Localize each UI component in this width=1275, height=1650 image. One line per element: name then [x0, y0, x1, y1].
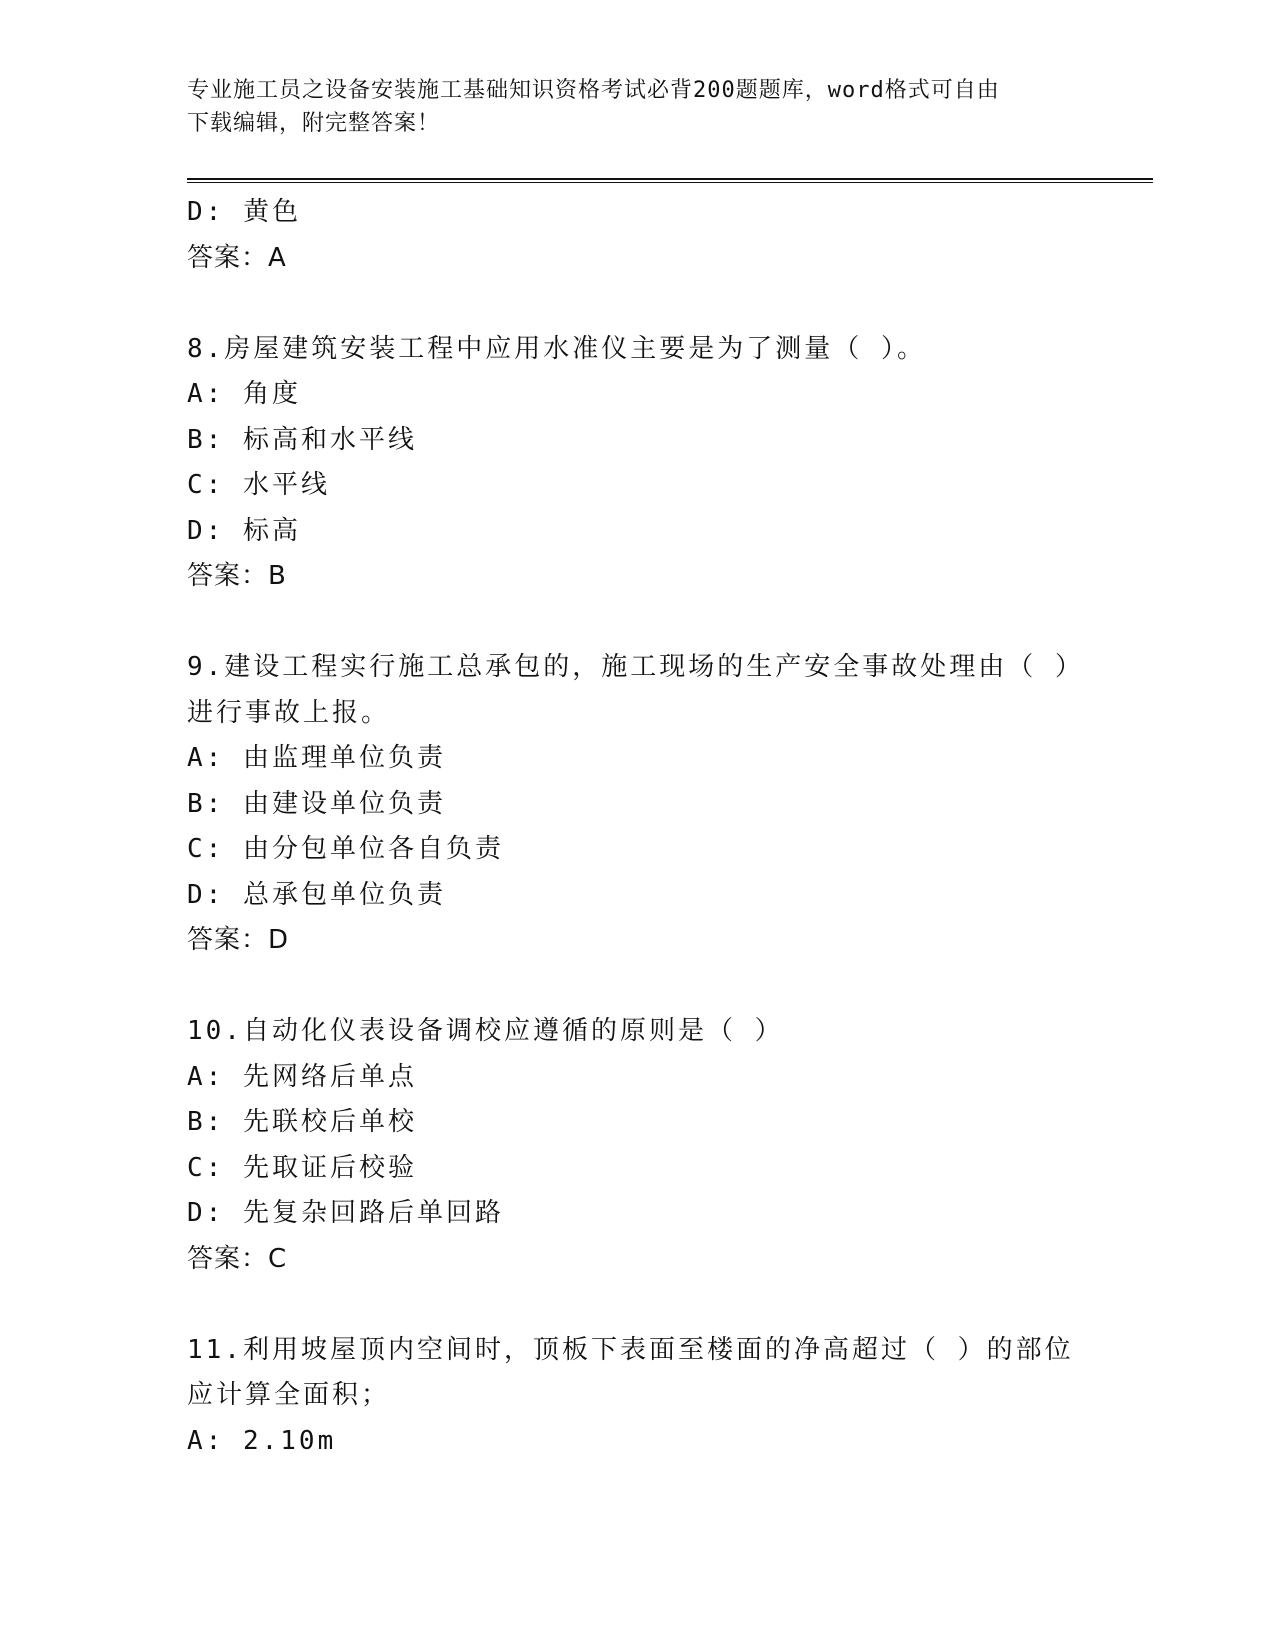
q9-option-a: A: 由监理单位负责	[187, 743, 446, 773]
question-content	[187, 190, 1087, 1464]
spacer	[187, 1282, 1087, 1328]
q9-option-d: D: 总承包单位负责	[187, 879, 446, 910]
q10-stem: 10.自动化仪表设备调校应遵循的原则是（ ）	[187, 1016, 784, 1046]
q9-answer: 答案：D	[187, 925, 290, 955]
page-header	[187, 74, 1067, 140]
q9-stem-line-2: 进行事故上报。	[187, 697, 391, 728]
prev-answer: 答案：A	[187, 242, 287, 273]
spacer	[187, 600, 1087, 646]
q8-option-a: A: 角度	[187, 379, 301, 409]
q9-option-c: C: 由分包单位各自负责	[187, 834, 504, 864]
header-title-line-1: 专业施工员之设备安装施工基础知识资格考试必背200题题库，word格式可自由	[187, 78, 1000, 103]
q8-option-d: D: 标高	[187, 515, 301, 546]
header-title-line-2: 下载编辑，附完整答案！	[187, 111, 441, 136]
q8-option-c: C: 水平线	[187, 470, 330, 500]
q11-stem-line-1: 11.利用坡屋顶内空间时，顶板下表面至楼面的净高超过（ ）的部位	[187, 1334, 1074, 1365]
prev-option-d: D: 黄色	[187, 197, 301, 227]
q8-answer: 答案：B	[187, 561, 287, 591]
q10-option-d: D: 先复杂回路后单回路	[187, 1198, 504, 1228]
q8-option-b: B: 标高和水平线	[187, 424, 417, 455]
header-divider	[187, 178, 1153, 183]
q10-option-c: C: 先取证后校验	[187, 1152, 417, 1183]
spacer	[187, 964, 1087, 1010]
q10-option-a: A: 先网络后单点	[187, 1061, 417, 1092]
q10-option-b: B: 先联校后单校	[187, 1107, 417, 1137]
q9-option-b: B: 由建设单位负责	[187, 788, 446, 819]
spacer	[187, 281, 1087, 327]
q11-stem-line-2: 应计算全面积；	[187, 1380, 391, 1410]
q11-option-a: A: 2.10m	[187, 1425, 337, 1456]
q8-stem: 8.房屋建筑安装工程中应用水准仪主要是为了测量（ ）。	[187, 333, 926, 364]
q10-answer: 答案：C	[187, 1243, 288, 1274]
q9-stem-line-1: 9.建设工程实行施工总承包的，施工现场的生产安全事故处理由（ ）	[187, 652, 1084, 682]
